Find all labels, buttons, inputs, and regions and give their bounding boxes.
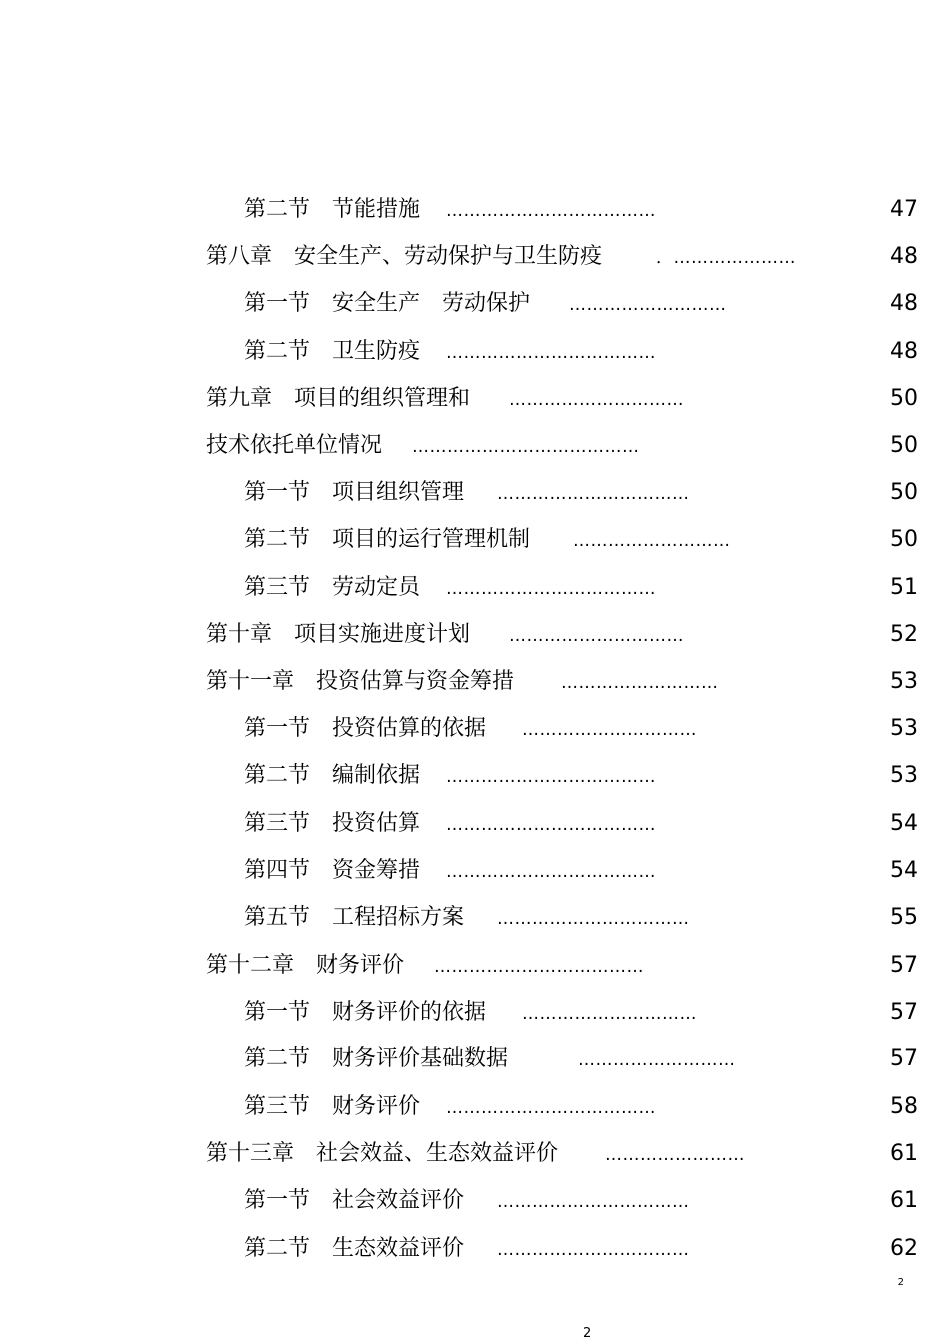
toc-leader-dots: ………………………: [569, 295, 727, 315]
toc-page-number: 53: [890, 763, 918, 788]
toc-entry-title: 第八章 安全生产、劳动保护与卫生防疫: [206, 244, 603, 269]
toc-entry-title: 第十三章 社会效益、生态效益评价: [206, 1141, 559, 1166]
toc-leader-dots: ………………………: [578, 1050, 736, 1070]
toc-entry[interactable]: [0, 804, 950, 844]
toc-entry-title: 第二节 卫生防疫: [244, 339, 421, 364]
toc-entry[interactable]: [0, 662, 950, 702]
toc-leader-dots: ……………………: [605, 1145, 745, 1165]
toc-page-number: 55: [890, 905, 918, 930]
toc-leader-dots: ………………………………: [446, 343, 656, 363]
toc-entry-title: 第二节 项目的运行管理机制: [244, 527, 531, 552]
toc-entry-title: 第二节 节能措施: [244, 197, 421, 222]
toc-entry[interactable]: [0, 946, 950, 986]
toc-leader-dots: ……………………………: [497, 909, 690, 929]
toc-leader-dots: ．…………………: [656, 248, 796, 268]
toc-page-number: 47: [890, 197, 918, 222]
toc-leader-dots: …………………………: [509, 626, 684, 646]
footer-page-number: 2: [583, 1326, 592, 1341]
toc-page-number: 57: [890, 1046, 918, 1071]
toc-leader-dots: ………………………………: [446, 767, 656, 787]
toc-entry[interactable]: [0, 851, 950, 891]
toc-leader-dots: …………………………: [522, 1004, 697, 1024]
toc-entry[interactable]: [0, 1181, 950, 1221]
toc-page-number: 61: [890, 1188, 918, 1213]
toc-entry-title: 第三节 投资估算: [244, 811, 421, 836]
toc-page-number: 54: [890, 811, 918, 836]
toc-leader-dots: ………………………: [573, 531, 731, 551]
toc-page-number: 53: [890, 716, 918, 741]
toc-page-number: 53: [890, 669, 918, 694]
toc-leader-dots: ………………………………: [446, 201, 656, 221]
toc-leader-dots: ……………………………: [497, 1192, 690, 1212]
toc-leader-dots: ……………………………: [497, 1240, 690, 1260]
toc-page-number: 48: [890, 244, 918, 269]
toc-page-number: 62: [890, 1236, 918, 1261]
toc-entry-title: 第三节 财务评价: [244, 1094, 421, 1119]
toc-leader-dots: ………………………………: [446, 579, 656, 599]
toc-entry[interactable]: [0, 284, 950, 324]
toc-page-number: 52: [890, 622, 918, 647]
toc-entry[interactable]: [0, 615, 950, 655]
toc-entry[interactable]: [0, 332, 950, 372]
toc-leader-dots: …………………………: [509, 390, 684, 410]
toc-entry[interactable]: [0, 1229, 950, 1269]
toc-leader-dots: …………………………: [522, 720, 697, 740]
toc-leader-dots: …………………………………: [412, 437, 640, 457]
toc-entry[interactable]: [0, 379, 950, 419]
toc-page-number: 50: [890, 433, 918, 458]
toc-entry-title: 第一节 社会效益评价: [244, 1188, 465, 1213]
toc-entry[interactable]: [0, 1087, 950, 1127]
toc-entry[interactable]: [0, 237, 950, 277]
toc-page-number: 50: [890, 386, 918, 411]
toc-entry[interactable]: [0, 709, 950, 749]
toc-leader-dots: ………………………………: [446, 862, 656, 882]
toc-entry[interactable]: [0, 190, 950, 230]
toc-entry-title: 第二节 编制依据: [244, 763, 421, 788]
toc-entry-title: 第十一章 投资估算与资金筹措: [206, 669, 515, 694]
toc-leader-dots: ………………………: [561, 673, 719, 693]
toc-entry-title: 第一节 项目组织管理: [244, 480, 465, 505]
toc-entry-title: 第一节 安全生产 劳动保护: [244, 291, 531, 316]
toc-page-number: 57: [890, 953, 918, 978]
toc-page-number: 50: [890, 527, 918, 552]
toc-entry-title: 第四节 资金筹措: [244, 858, 421, 883]
toc-page-number: 57: [890, 1000, 918, 1025]
toc-entry-title: 第九章 项目的组织管理和: [206, 386, 471, 411]
toc-leader-dots: ………………………………: [446, 815, 656, 835]
toc-page-number: 48: [890, 339, 918, 364]
toc-entry[interactable]: [0, 756, 950, 796]
toc-page-number: 48: [890, 291, 918, 316]
toc-entry-title: 第十二章 财务评价: [206, 953, 405, 978]
toc-page-number: 51: [890, 575, 918, 600]
toc-entry[interactable]: [0, 1134, 950, 1174]
toc-page-number: 50: [890, 480, 918, 505]
toc-leader-dots: ………………………………: [446, 1098, 656, 1118]
toc-entry-title: 第十章 项目实施进度计划: [206, 622, 471, 647]
toc-entry-title: 第一节 财务评价的依据: [244, 1000, 487, 1025]
header-page-number: 2: [897, 1277, 904, 1288]
toc-entry-title: 第一节 投资估算的依据: [244, 716, 487, 741]
toc-entry-title: 第二节 财务评价基础数据: [244, 1046, 509, 1071]
toc-leader-dots: ……………………………: [497, 484, 690, 504]
toc-page-number: 54: [890, 858, 918, 883]
toc-page-number: 58: [890, 1094, 918, 1119]
toc-entry-title: 第三节 劳动定员: [244, 575, 421, 600]
toc-leader-dots: ………………………………: [434, 957, 644, 977]
toc-entry-title: 技术依托单位情况: [206, 433, 383, 458]
toc-entry[interactable]: [0, 520, 950, 560]
toc-entry[interactable]: [0, 473, 950, 513]
toc-entry-title: 第五节 工程招标方案: [244, 905, 465, 930]
toc-entry-title: 第二节 生态效益评价: [244, 1236, 465, 1261]
toc-entry[interactable]: [0, 1039, 950, 1079]
toc-page-number: 61: [890, 1141, 918, 1166]
toc-entry[interactable]: [0, 993, 950, 1033]
toc-entry[interactable]: [0, 568, 950, 608]
toc-entry[interactable]: [0, 898, 950, 938]
toc-entry[interactable]: [0, 426, 950, 466]
